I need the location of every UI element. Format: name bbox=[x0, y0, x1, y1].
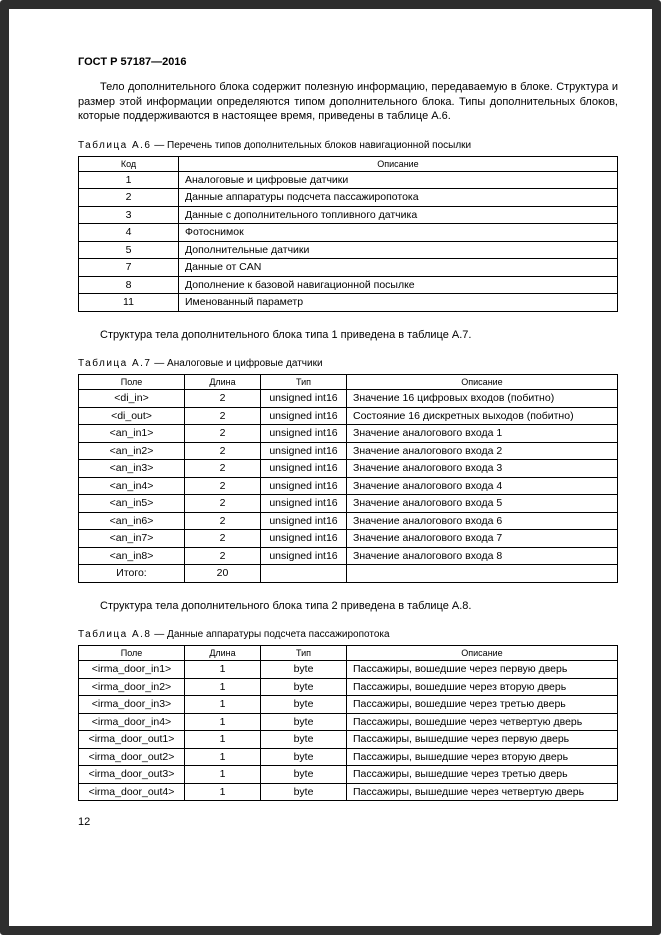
table-cell: Значение аналогового входа 3 bbox=[347, 460, 618, 478]
table-cell: <irma_door_out4> bbox=[79, 783, 185, 801]
table-cell: 3 bbox=[79, 206, 179, 224]
table-row bbox=[79, 565, 618, 583]
table-cell: Данные от CAN bbox=[179, 259, 618, 277]
table-row bbox=[79, 530, 618, 548]
table-cell: unsigned int16 bbox=[261, 477, 347, 495]
table-a6-caption bbox=[78, 140, 618, 151]
table-a6 bbox=[78, 156, 618, 312]
table-cell: <irma_door_in3> bbox=[79, 696, 185, 714]
table-cell: 8 bbox=[79, 276, 179, 294]
table-cell: unsigned int16 bbox=[261, 442, 347, 460]
table-cell: <an_in2> bbox=[79, 442, 185, 460]
table-cell: <irma_door_in4> bbox=[79, 713, 185, 731]
table-cell: Значение 16 цифровых входов (побитно) bbox=[347, 390, 618, 408]
table-row bbox=[79, 390, 618, 408]
table-a7-caption-label: Таблица А.7 bbox=[78, 358, 152, 369]
table-cell: 2 bbox=[185, 425, 261, 443]
table-row bbox=[79, 224, 618, 242]
table-row bbox=[79, 713, 618, 731]
table-cell: Дополнение к базовой навигационной посылке bbox=[179, 276, 618, 294]
table-cell: 1 bbox=[185, 766, 261, 784]
table-cell: 2 bbox=[185, 477, 261, 495]
table-cell: Пассажиры, вошедшие через вторую дверь bbox=[347, 678, 618, 696]
table-cell: 1 bbox=[185, 678, 261, 696]
table-cell: 11 bbox=[79, 294, 179, 312]
table-cell: 5 bbox=[79, 241, 179, 259]
column-header: Описание bbox=[179, 156, 618, 171]
table-row bbox=[79, 460, 618, 478]
column-header: Поле bbox=[79, 646, 185, 661]
table-cell: Именованный параметр bbox=[179, 294, 618, 312]
table-cell: 2 bbox=[185, 512, 261, 530]
table-cell: byte bbox=[261, 731, 347, 749]
table-cell: Значение аналогового входа 4 bbox=[347, 477, 618, 495]
table-a7-caption bbox=[78, 358, 618, 369]
table-cell: <irma_door_out1> bbox=[79, 731, 185, 749]
table-a8-caption bbox=[78, 629, 618, 640]
column-header: Поле bbox=[79, 375, 185, 390]
column-header: Описание bbox=[347, 646, 618, 661]
table-cell: <irma_door_out2> bbox=[79, 748, 185, 766]
table-cell: unsigned int16 bbox=[261, 530, 347, 548]
column-header: Тип bbox=[261, 646, 347, 661]
table-cell: 2 bbox=[185, 495, 261, 513]
table-cell: Состояние 16 дискретных выходов (побитно) bbox=[347, 407, 618, 425]
table-cell: 2 bbox=[185, 390, 261, 408]
table-cell: Итого: bbox=[79, 565, 185, 583]
table-row bbox=[79, 547, 618, 565]
table-cell: Пассажиры, вышедшие через четвертую дверь bbox=[347, 783, 618, 801]
table-row bbox=[79, 678, 618, 696]
column-header: Длина bbox=[185, 646, 261, 661]
table-header-row bbox=[79, 375, 618, 390]
table-cell: byte bbox=[261, 713, 347, 731]
table-row bbox=[79, 171, 618, 189]
column-header: Длина bbox=[185, 375, 261, 390]
table-cell: byte bbox=[261, 766, 347, 784]
table-row bbox=[79, 294, 618, 312]
table-row bbox=[79, 189, 618, 207]
table-cell: 2 bbox=[185, 442, 261, 460]
table-cell: 20 bbox=[185, 565, 261, 583]
table-row bbox=[79, 407, 618, 425]
table-cell: <irma_door_in2> bbox=[79, 678, 185, 696]
column-header: Описание bbox=[347, 375, 618, 390]
table-cell: 2 bbox=[185, 530, 261, 548]
table-cell: byte bbox=[261, 661, 347, 679]
table-cell: <di_out> bbox=[79, 407, 185, 425]
table-cell: Пассажиры, вышедшие через первую дверь bbox=[347, 731, 618, 749]
intro-paragraph: Тело дополнительного блока содержит полезную информацию, передаваемую в блоке. Структура и размер этой информации определяются типом дополнительного блока. Типы дополнительных блоков, которые поддерживаются в настоящее время, приведены в таблице А.6. bbox=[78, 81, 618, 122]
table-cell: 1 bbox=[79, 171, 179, 189]
table-cell: 1 bbox=[185, 731, 261, 749]
table-row bbox=[79, 425, 618, 443]
column-header: Тип bbox=[261, 375, 347, 390]
table-row bbox=[79, 512, 618, 530]
table-cell: unsigned int16 bbox=[261, 390, 347, 408]
table-cell: 1 bbox=[185, 661, 261, 679]
table-cell bbox=[261, 565, 347, 583]
table-cell: <an_in6> bbox=[79, 512, 185, 530]
table-cell bbox=[347, 565, 618, 583]
table-row bbox=[79, 477, 618, 495]
table-cell: Аналоговые и цифровые датчики bbox=[179, 171, 618, 189]
table-cell: 2 bbox=[79, 189, 179, 207]
table-row bbox=[79, 766, 618, 784]
table-cell: Пассажиры, вошедшие через третью дверь bbox=[347, 696, 618, 714]
table-row bbox=[79, 661, 618, 679]
table-a8-caption-label: Таблица А.8 bbox=[78, 629, 152, 640]
table-cell: Фотоснимок bbox=[179, 224, 618, 242]
table-cell: Пассажиры, вошедшие через первую дверь bbox=[347, 661, 618, 679]
table-row bbox=[79, 206, 618, 224]
table-cell: unsigned int16 bbox=[261, 547, 347, 565]
table-cell: unsigned int16 bbox=[261, 460, 347, 478]
table-cell: 7 bbox=[79, 259, 179, 277]
table-cell: Пассажиры, вошедшие через четвертую дверь bbox=[347, 713, 618, 731]
table-row bbox=[79, 442, 618, 460]
table-cell: <an_in5> bbox=[79, 495, 185, 513]
before-a7-paragraph: Структура тела дополнительного блока типа 1 приведена в таблице А.7. bbox=[100, 328, 472, 341]
table-header-row bbox=[79, 156, 618, 171]
table-cell: 1 bbox=[185, 713, 261, 731]
table-row bbox=[79, 748, 618, 766]
table-cell: Значение аналогового входа 1 bbox=[347, 425, 618, 443]
table-cell: <di_in> bbox=[79, 390, 185, 408]
table-cell: <irma_door_in1> bbox=[79, 661, 185, 679]
table-row bbox=[79, 731, 618, 749]
table-cell: unsigned int16 bbox=[261, 407, 347, 425]
table-cell: byte bbox=[261, 678, 347, 696]
table-a8-caption-text: — Данные аппаратуры подсчета пассажиропотока bbox=[154, 629, 390, 640]
table-cell: 2 bbox=[185, 460, 261, 478]
before-a8-paragraph: Структура тела дополнительного блока типа 2 приведена в таблице А.8. bbox=[100, 599, 472, 612]
table-cell: <an_in1> bbox=[79, 425, 185, 443]
table-cell: Данные аппаратуры подсчета пассажиропотока bbox=[179, 189, 618, 207]
table-row bbox=[79, 276, 618, 294]
page-number: 12 bbox=[78, 816, 91, 828]
table-cell: <irma_door_out3> bbox=[79, 766, 185, 784]
table-cell: unsigned int16 bbox=[261, 495, 347, 513]
table-cell: Значение аналогового входа 2 bbox=[347, 442, 618, 460]
table-cell: 1 bbox=[185, 783, 261, 801]
document-page bbox=[9, 9, 652, 926]
table-cell: Значение аналогового входа 8 bbox=[347, 547, 618, 565]
table-cell: Пассажиры, вышедшие через вторую дверь bbox=[347, 748, 618, 766]
table-cell: Данные с дополнительного топливного датчика bbox=[179, 206, 618, 224]
table-row bbox=[79, 783, 618, 801]
table-row bbox=[79, 259, 618, 277]
table-header-row bbox=[79, 646, 618, 661]
table-row bbox=[79, 696, 618, 714]
table-cell: Значение аналогового входа 5 bbox=[347, 495, 618, 513]
table-cell: <an_in4> bbox=[79, 477, 185, 495]
table-a8 bbox=[78, 645, 618, 801]
table-cell: Пассажиры, вышедшие через третью дверь bbox=[347, 766, 618, 784]
document-title: ГОСТ Р 57187—2016 bbox=[78, 56, 187, 68]
table-row bbox=[79, 241, 618, 259]
table-cell: byte bbox=[261, 696, 347, 714]
table-cell: byte bbox=[261, 748, 347, 766]
table-row bbox=[79, 495, 618, 513]
table-cell: 2 bbox=[185, 407, 261, 425]
table-a7-caption-text: — Аналоговые и цифровые датчики bbox=[154, 358, 323, 369]
table-a7 bbox=[78, 374, 618, 583]
table-a6-caption-label: Таблица А.6 bbox=[78, 139, 152, 151]
table-cell: <an_in7> bbox=[79, 530, 185, 548]
table-cell: Дополнительные датчики bbox=[179, 241, 618, 259]
table-cell: unsigned int16 bbox=[261, 425, 347, 443]
table-cell: 4 bbox=[79, 224, 179, 242]
table-cell: 1 bbox=[185, 748, 261, 766]
table-cell: 2 bbox=[185, 547, 261, 565]
table-a6-caption-text: — Перечень типов дополнительных блоков навигационной посылки bbox=[154, 139, 472, 151]
table-cell: byte bbox=[261, 783, 347, 801]
table-cell: <an_in3> bbox=[79, 460, 185, 478]
table-cell: 1 bbox=[185, 696, 261, 714]
table-cell: <an_in8> bbox=[79, 547, 185, 565]
table-cell: unsigned int16 bbox=[261, 512, 347, 530]
table-cell: Значение аналогового входа 6 bbox=[347, 512, 618, 530]
table-cell: Значение аналогового входа 7 bbox=[347, 530, 618, 548]
column-header: Код bbox=[79, 156, 179, 171]
